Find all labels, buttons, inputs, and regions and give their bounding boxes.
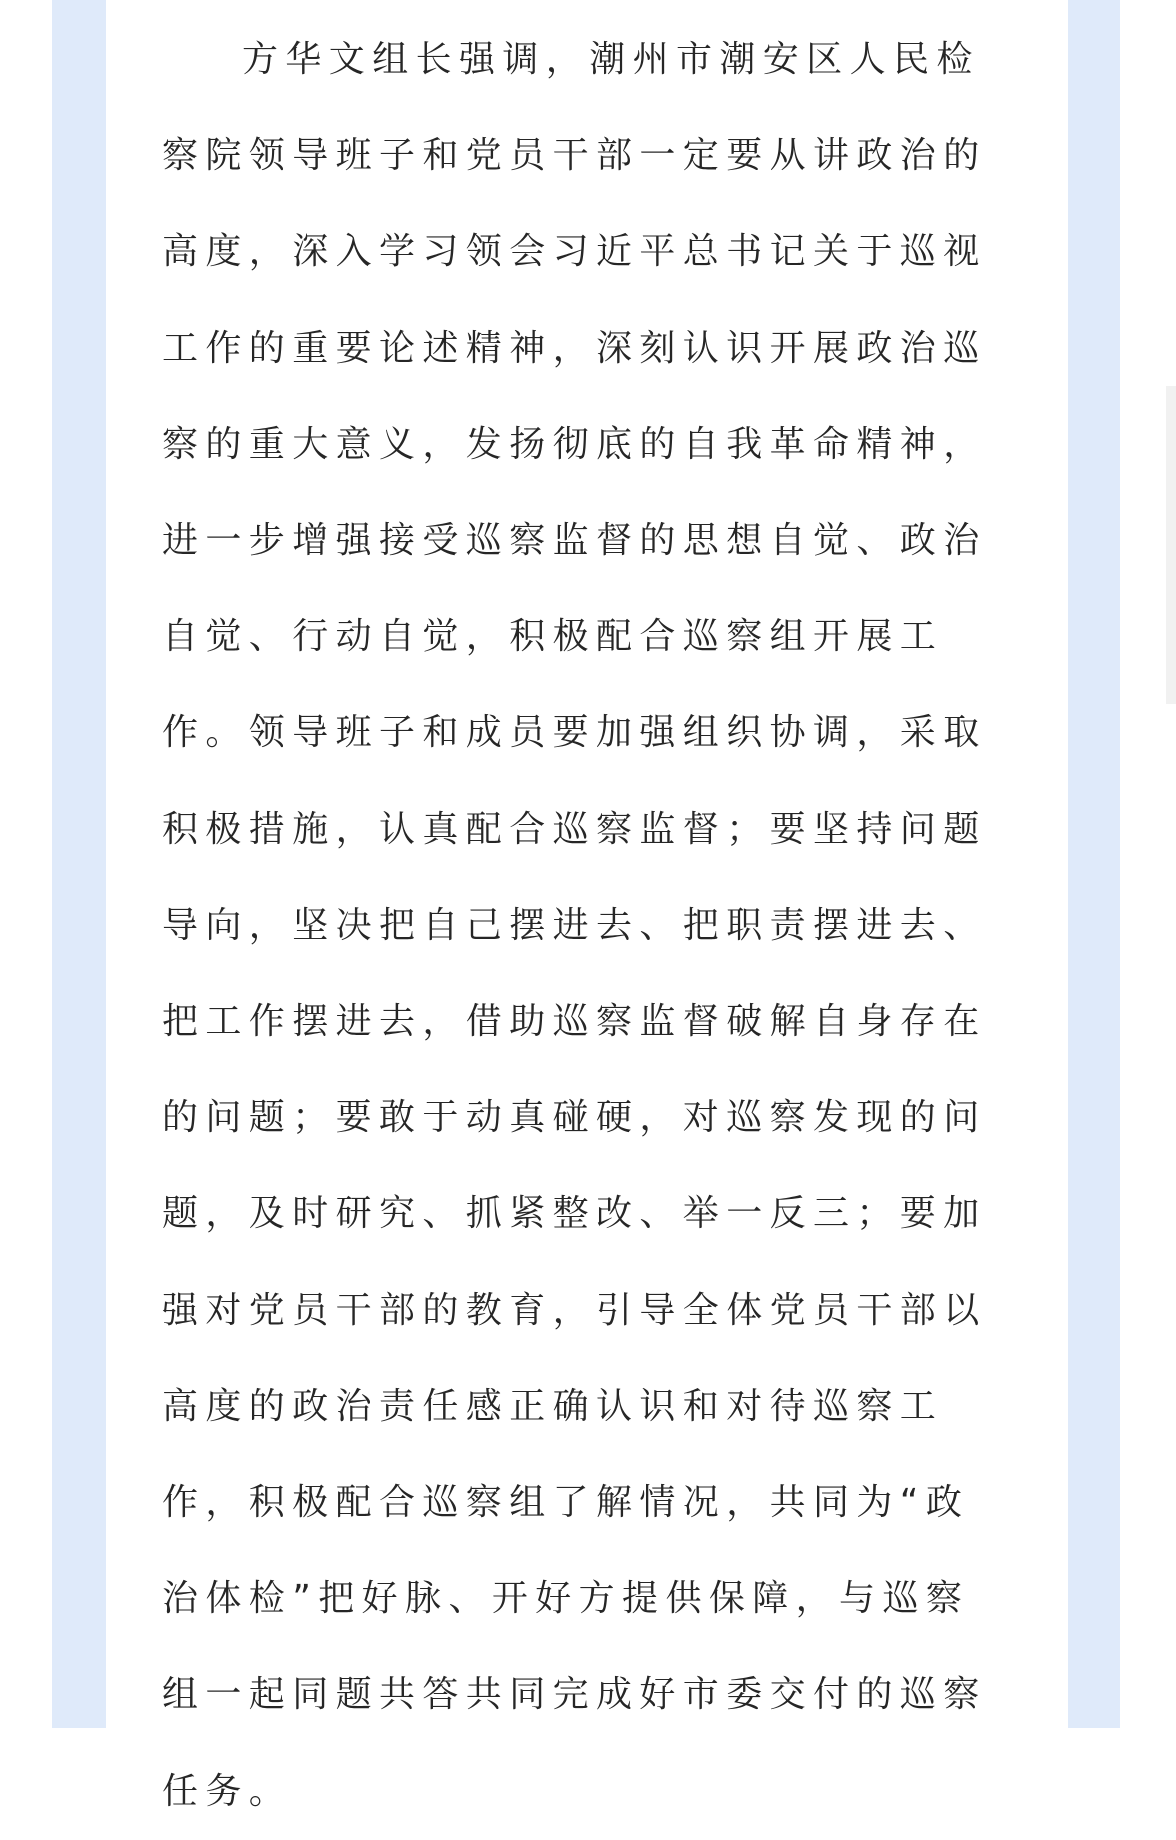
left-frame-band bbox=[52, 0, 106, 1728]
scroll-indicator[interactable] bbox=[1166, 386, 1176, 704]
article-paragraph: 方华文组长强调，潮州市潮安区人民检察院领导班子和党员干部一定要从讲政治的高度，深入学习领会习近平总书记关于巡视工作的重要论述精神，深刻认识开展政治巡察的重大意义，发扬彻底的自我革命精神，进一步增强接受巡察监督的思想自觉、政治自觉、行动自觉，积极配合巡察组开展工作。领导班子和成员要加强组织协调，采取积极措施，认真配合巡察监督；要坚持问题导向，坚决把自己摆进去、把职责摆进去、把工作摆进去，借助巡察监督破解自身存在的问题；要敢于动真碰硬，对巡察发现的问题，及时研究、抓紧整改、举一反三；要加强对党员干部的教育，引导全体党员干部以高度的政治责任感正确认识和对待巡察工作，积极配合巡察组了解情况，共同为“政治体检”把好脉、开好方提供保障，与巡察组一起同题共答共同完成好市委交付的巡察任务。 bbox=[162, 39, 987, 1812]
right-frame-band bbox=[1068, 0, 1120, 1728]
